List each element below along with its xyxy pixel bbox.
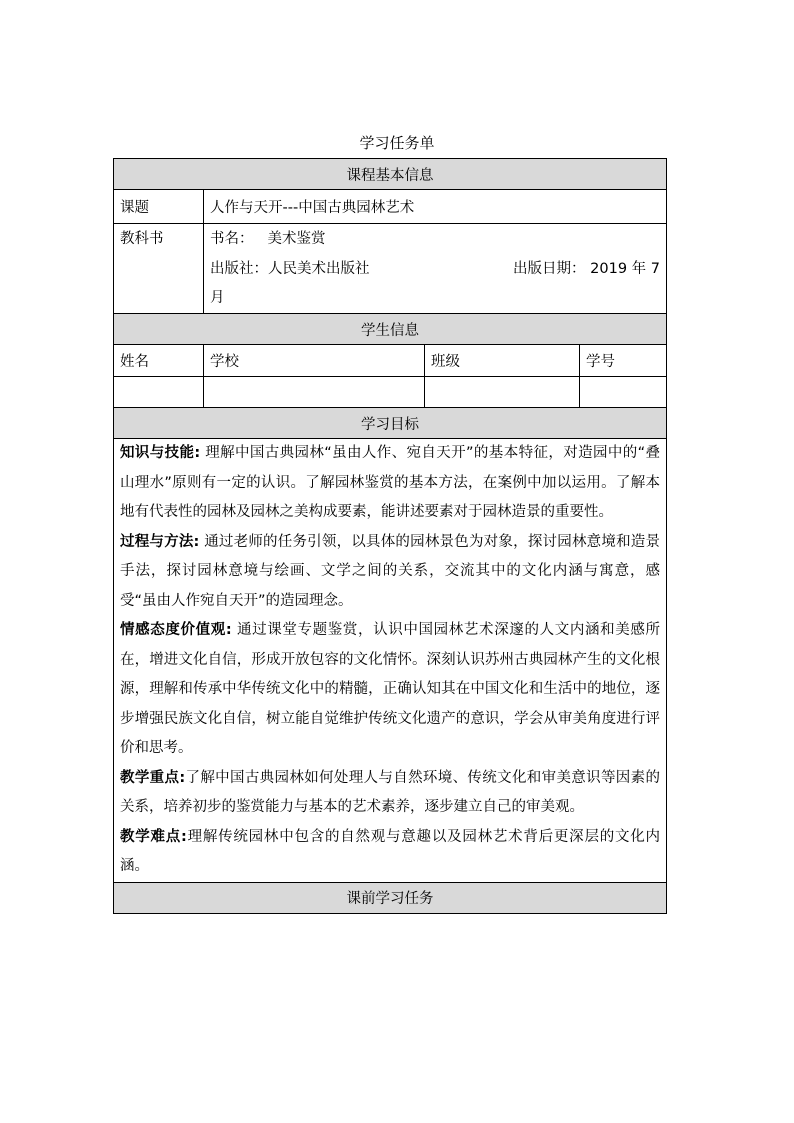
book-name-value: 美术鉴赏 — [267, 231, 326, 247]
teaching-key-points — [120, 764, 660, 823]
pub-date-label: 出版日期： — [513, 261, 586, 277]
pub-date-continued: 月 — [210, 290, 225, 306]
publisher-label: 出版社： — [210, 261, 268, 277]
teaching-difficulties — [120, 823, 660, 882]
goal-label: 情感态度价值观: — [120, 622, 232, 638]
book-name-label: 书名： — [210, 231, 254, 247]
goal-text: 了解中国古典园林如何处理人与自然环境、传统文化和审美意识等因素的关系，培养初步的鉴赏能力与基本的艺术素养，逐步建立自己的审美观。 — [120, 769, 660, 815]
student-info-header: 学生信息 — [114, 314, 667, 345]
topic-label: 课题 — [114, 190, 204, 224]
student-id-column-header: 学号 — [580, 345, 667, 377]
pre-class-tasks-header: 课前学习任务 — [114, 882, 667, 913]
goal-text: 通过老师的任务引领，以具体的园林景色为对象，探讨园林意境和造景手法，探讨园林意境与绘画、文学之间的关系，交流其中的文化内涵与寓意，感受“虽由人作宛自天开”的造园理念。 — [120, 533, 660, 609]
task-sheet-table — [113, 158, 667, 914]
class-column-header: 班级 — [425, 345, 580, 377]
school-column-header: 学校 — [204, 345, 425, 377]
goal-attitude-values — [120, 616, 660, 764]
name-column-header: 姓名 — [114, 345, 204, 377]
learning-goals-body — [114, 439, 667, 883]
goal-process-method — [120, 528, 660, 617]
goal-label: 知识与技能: — [120, 445, 201, 461]
publisher-value: 人民美术出版社 — [268, 261, 370, 277]
name-cell[interactable] — [114, 377, 204, 408]
goal-text: 理解传统园林中包含的自然观与意趣以及园林艺术背后更深层的文化内涵。 — [120, 828, 660, 874]
goal-label: 教学难点: — [120, 828, 187, 845]
goal-label: 过程与方法: — [120, 533, 200, 550]
class-cell[interactable] — [425, 377, 580, 408]
learning-goals-header: 学习目标 — [114, 408, 667, 439]
book-name-row — [210, 224, 660, 254]
pub-date-value: 2019 年 7 — [590, 261, 660, 277]
goal-text: 通过课堂专题鉴赏，认识中国园林艺术深邃的人文内涵和美感所在，增进文化自信，形成开放包容的文化情怀。深刻认识苏州古典园林产生的文化根源，理解和传承中华传统文化中的精髓，正确认知其在中国文化和生活中的地位，逐步增强民族文化自信，树立能自觉维护传统文化遗产的意识，学会从审美角度进行评价和思考。 — [120, 622, 660, 756]
school-cell[interactable] — [204, 377, 425, 408]
page-title: 学习任务单 — [359, 134, 435, 152]
course-info-header: 课程基本信息 — [114, 159, 667, 190]
student-id-cell[interactable] — [580, 377, 667, 408]
goal-label: 教学重点: — [120, 769, 186, 786]
topic-value: 人作与天开---中国古典园林艺术 — [204, 190, 667, 224]
goal-text: 理解中国古典园林“虽由人作、宛自天开”的基本特征，对造园中的“叠山理水”原则有一定的认识。了解园林鉴赏的基本方法，在案例中加以运用。了解本地有代表性的园林及园林之美构成要素，能讲述要素对于园林造景的重要性。 — [120, 445, 660, 520]
textbook-label: 教科书 — [114, 224, 204, 314]
publisher-row — [210, 254, 660, 284]
textbook-details — [204, 224, 667, 314]
goal-knowledge-skills — [120, 439, 660, 528]
